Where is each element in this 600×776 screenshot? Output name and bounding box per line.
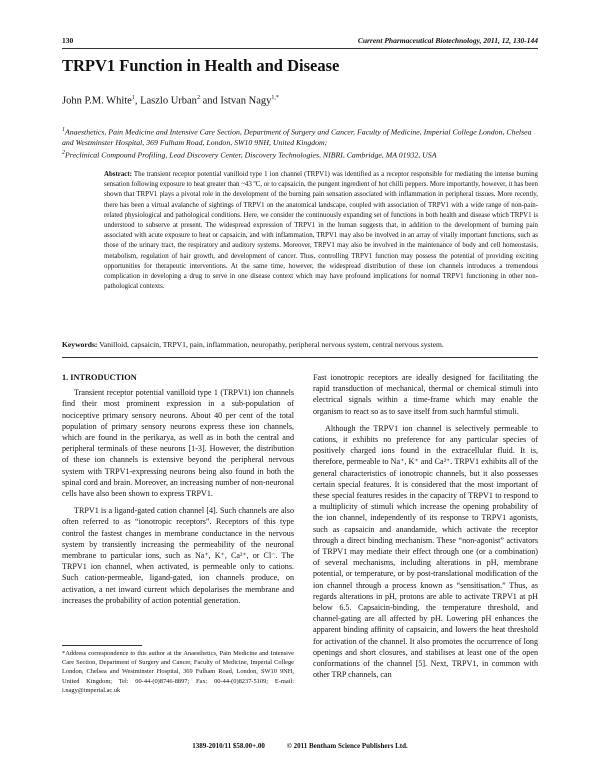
abstract <box>104 170 538 292</box>
keywords-text: Vanilloid, capsaicin, TRPV1, pain, inflammation, neuropathy, peripheral nervous system, central nervous system. <box>97 340 444 349</box>
author-name: John P.M. White <box>62 95 132 107</box>
footnote-rule <box>62 645 142 646</box>
affiliation-sup: 2 <box>62 150 65 157</box>
paragraph: TRPV1 is a ligand-gated cation channel [4]. Such channels are also often referred to as “ionotropic receptors”. Receptors of this type control the fastest changes in membrane conductance in the nervous system by transiently increasing the permeability of the neuronal membrane to particular ions, such as Na⁺, K⁺, Ca²⁺, or Cl⁻. The TRPV1 ion channel, when activated, is permeable only to cations. Such cation-permeable, ligand-gated, ion channels produce, on activation, a net inward current which depolarises the membrane and increases the probability of action potential generation. <box>62 506 294 605</box>
article-title: TRPV1 Function in Health and Disease <box>62 56 340 75</box>
abstract-text: The transient receptor potential vanilloid type 1 ion channel (TRPV1) was identified as a receptor responsible for mediating the intense burning sensation following exposure to heat greater than ~43 ºC, or to capsaicin, the pungent ingredient of hot chilli peppers. More importantly, however, it has been shown that TRPV1 plays a pivotal role in the development of the burning pain sensation associated with inflammation in peripheral tissues. More recently, there has been a virtual avalanche of sightings of TRPV1 on the anatomical landscape, coupled with association of TRPV1 with a wide range of non-pain-related physiological and pathological conditions. Here, we consider the continuously expanding set of functions in both health and disease which TRPV1 is understood to subserve at present. The widespread expression of TRPV1 in the human suggests that, in addition to the development of burning pain associated with acute exposure to heat or capsaicin, and with inflammation, TRPV1 may also be involved in an array of vitally important functions, such as those of the urinary tract, the respiratory and auditory systems. Moreover, TRPV1 may also be involved in the maintenance of body and cell homeostasis, metabolism, regulation of hair growth, and development of cancer. Thus, controlling TRPV1 function may possess the potential of providing exciting opportunities for therapeutic interventions. At the same time, however, the widespread distribution of these ion channels introduces a tremendous complication in developing a drug to serve in one disease context which may have profound implications for normal TRPV1 functioning in other non-pathological contexts. <box>104 171 538 291</box>
author-name: , Laszlo Urban <box>134 95 197 107</box>
author-sup: 1 <box>131 95 135 101</box>
author-sup: 2 <box>196 95 200 101</box>
right-column <box>313 372 538 686</box>
author-sup: 1,* <box>271 95 279 101</box>
paragraph: Transient receptor potential vanilloid type 1 (TRPV1) ion channels find their most prominent expression in a sub-population of nociceptive primary sensory neurons. About 40 per cent of the total population of primary sensory neurons express these ion channels, which are found in the perikarya, as well as in both the central and peripheral terminals of these neurons [1-3]. However, the distribution of these ion channels is extensive beyond the peripheral nervous system with TRPV1-expressing neurons being also found in both the spinal cord and brain. Moreover, an increasing number of non-neuronal cells have also been shown to express TRPV1. <box>62 388 294 499</box>
issn-price: 1389-2010/11 $58.00+.00 <box>192 742 265 750</box>
running-header <box>62 36 538 48</box>
affiliation-1: Anaesthetics, Pain Medicine and Intensive Care Section, Department of Surgery and Cancer, Faculty of Medicine, Imperial College London, Chelsea and Westminster Hospital, 369 Fulham Road, London, SW10 9NH, United Kingdom; <box>62 127 532 147</box>
copyright: © 2011 Bentham Science Publishers Ltd. <box>286 742 408 750</box>
paragraph: Although the TRPV1 ion channel is selectively permeable to cations, it exhibits no preference for any particular species of positively charged ions found in the extracellular fluid. It is, therefore, permeable to Na⁺, K⁺ and Ca²⁺. TRPV1 exhibits all of the general characteristics of ionotropic channels, but it also possesses certain special features. It is considered that the most important of these special features resides in the capacity of TRPV1 to respond to a multiplicity of stimuli which increase the opening probability of the ion channel, independently of its response to TRPV1 agonists, such as capsaicin and anandamide, which activate the receptor through a direct binding mechanism. These “non-agonist” activators of TRPV1 may mediate their effect through one (or a combination) of several mechanisms, including alterations in pH, membrane potential, or temperature, or by post-translational modification of the ion channel through a process known as “sensitisation.” Thus, as regards alterations in pH, protons are able to activate TRPV1 at pH below 6.5. Capsaicin-binding, the temperature threshold, and channel-gating are all affected by pH. Lowering pH enhances the apparent binding affinity of capsaicin, and lowers the heat threshold for activation of the channel. It also promotes the occurrence of long openings and short closures, and stabilises at least one of the open conformations of the channel [5]. Next, TRPV1, in common with other TRP channels, can <box>313 423 538 680</box>
affiliation-sup: 1 <box>62 127 65 133</box>
section-rule <box>62 357 538 358</box>
header-rule <box>62 48 538 49</box>
page-footer <box>62 742 538 750</box>
left-column <box>62 372 294 612</box>
author-name: and Istvan Nagy <box>199 95 272 107</box>
keywords <box>62 340 538 349</box>
journal-citation: Current Pharmaceutical Biotechnology, 2011, 12, 130-144 <box>357 36 538 45</box>
abstract-label: Abstract: <box>104 171 132 178</box>
page-number: 130 <box>62 36 74 45</box>
section-heading: 1. INTRODUCTION <box>62 373 137 382</box>
correspondence-footnote: *Address correspondence to this author at the Anaesthetics, Pain Medicine and Intensive Care Section, Department of Surgery and Cancer, Faculty of Medicine, Imperial College London, Chelsea and Westminster Hospital, 369 Fulham Road, London, SW10 9NH, United Kingdom; Tel: 00-44-(0)8746-8897; Fax: 00-44-(0)8237-5109; E-mail: i.nagy@imperial.ac.uk <box>62 650 294 694</box>
affiliations <box>62 125 538 161</box>
author-list <box>62 95 538 107</box>
affiliation-2: Preclinical Compound Profiling, Lead Discovery Center, Discovery Technologies, NIBRI, Cambridge, MA 01932, USA <box>65 151 437 160</box>
paragraph: Fast ionotropic receptors are ideally designed for facilitating the rapid transduction of mechanical, thermal or chemical stimuli into electrical signals within a time-frame which may enable the organism to react so as to save itself from such harmful stimuli. <box>313 373 538 416</box>
keywords-label: Keywords: <box>62 340 98 349</box>
